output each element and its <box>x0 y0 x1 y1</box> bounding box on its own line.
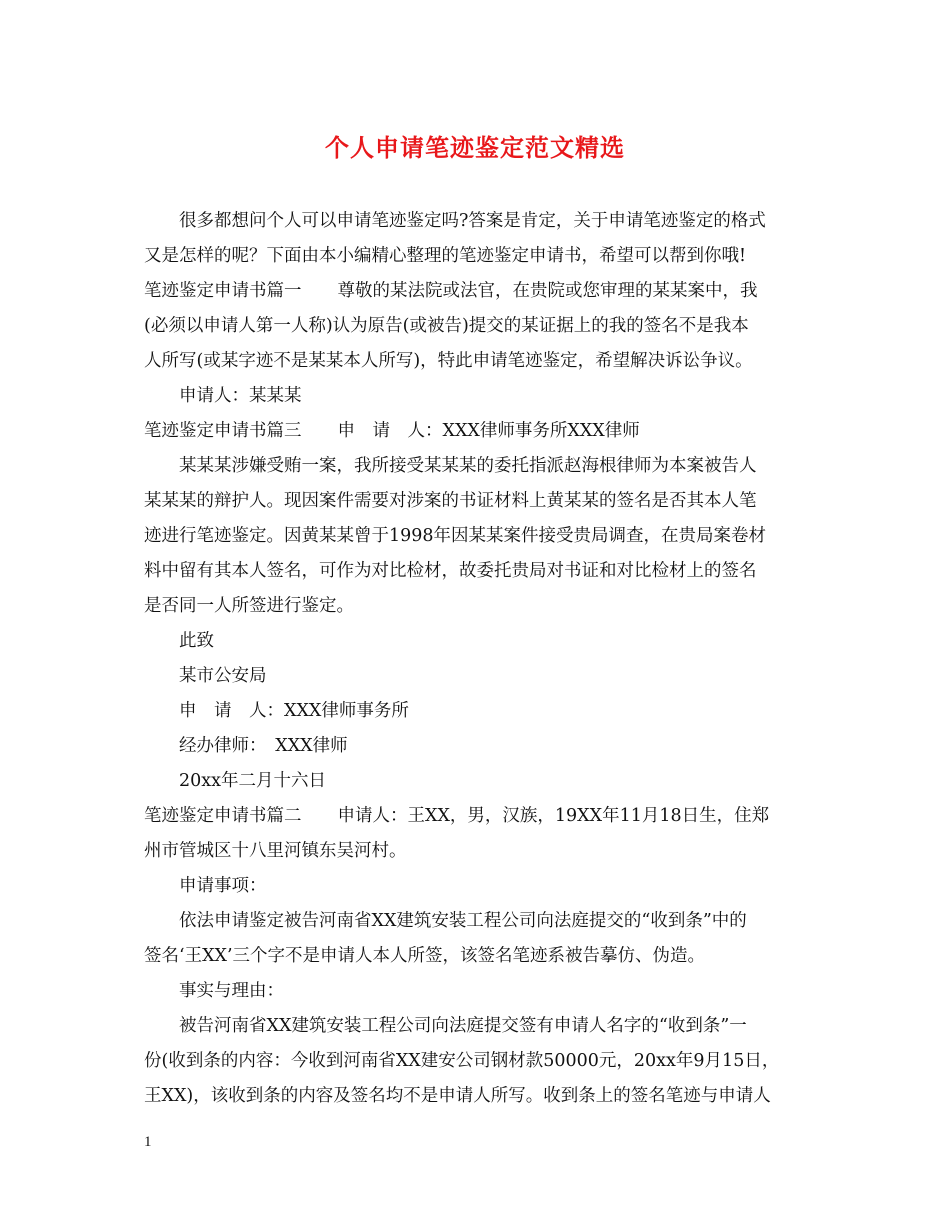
section-heading: 笔迹鉴定申请书篇二 <box>144 806 302 826</box>
recipient-line: 某市公安局 <box>179 666 267 686</box>
applicant-line: 申请人：某某某 <box>179 386 302 406</box>
paragraph-line: 王XX)，该收到条的内容及签名均不是申请人所写。收到条上的签名笔迹与申请人 <box>144 1086 771 1106</box>
paragraph-line: 签名‘王XX’三个字不是申请人本人所签，该签名笔迹系被告摹仿、伪造。 <box>144 946 706 966</box>
applicant-line: 申 请 人：XXX律师事务所 <box>179 701 409 721</box>
paragraph-line: 依法申请鉴定被告河南省XX建筑安装工程公司向法庭提交的“收到条”中的 <box>179 911 747 931</box>
lawyer-line: 经办律师： XXX律师 <box>179 736 348 756</box>
paragraph-line: 份(收到条的内容：今收到河南省XX建安公司钢材款50000元，20xx年9月15日， <box>144 1051 780 1071</box>
paragraph-line: (必须以申请人第一人称)认为原告(或被告)提交的某证据上的我的签名不是我本 <box>144 316 749 336</box>
paragraph-line: 某某某的辩护人。现因案件需要对涉案的书证材料上黄某某的签名是否其本人笔 <box>144 491 757 511</box>
paragraph-line: 很多都想问个人可以申请笔迹鉴定吗?答案是肯定，关于申请笔迹鉴定的格式 <box>179 211 766 231</box>
closing-line: 此致 <box>179 631 214 651</box>
paragraph-line: 迹进行笔迹鉴定。因黄某某曾于1998年因某某案件接受贵局调查，在贵局案卷材 <box>144 526 767 546</box>
subheading-line: 事实与理由： <box>179 981 284 1001</box>
document-title: 个人申请笔迹鉴定范文精选 <box>325 133 625 162</box>
subheading-line: 申请事项： <box>179 876 267 896</box>
paragraph-line: 料中留有其本人签名，可作为对比检材，故委托贵局对书证和对比检材上的签名 <box>144 561 757 581</box>
paragraph-line: 又是怎样的呢？下面由本小编精心整理的笔迹鉴定申请书，希望可以帮到你哦! <box>144 246 747 266</box>
page-number: 1 <box>144 1134 152 1150</box>
paragraph-line: 是否同一人所签进行鉴定。 <box>144 596 354 616</box>
section-heading: 笔迹鉴定申请书篇三 <box>144 421 302 441</box>
section-heading-line <box>144 417 814 445</box>
paragraph-text: 尊敬的某法院或法官，在贵院或您审理的某某案中，我 <box>337 281 758 301</box>
paragraph-line: 人所写(或某字迹不是某某本人所写)，特此申请笔迹鉴定，希望解决诉讼争议。 <box>144 351 753 371</box>
date-line: 20xx年二月十六日 <box>179 771 327 791</box>
paragraph-line: 被告河南省XX建筑安装工程公司向法庭提交签有申请人名字的“收到条”一 <box>179 1016 747 1036</box>
section-heading-line <box>144 277 814 305</box>
paragraph-line: 州市管城区十八里河镇东吴河村。 <box>144 841 407 861</box>
paragraph-line: 某某某涉嫌受贿一案，我所接受某某某的委托指派赵海根律师为本案被告人 <box>179 456 757 476</box>
paragraph-text: 申请人：王XX，男，汉族，19XX年11月18日生，住郑 <box>337 806 770 826</box>
section-heading-line <box>144 802 814 830</box>
section-heading: 笔迹鉴定申请书篇一 <box>144 281 302 301</box>
paragraph-text: 申 请 人：XXX律师事务所XXX律师 <box>337 421 640 441</box>
